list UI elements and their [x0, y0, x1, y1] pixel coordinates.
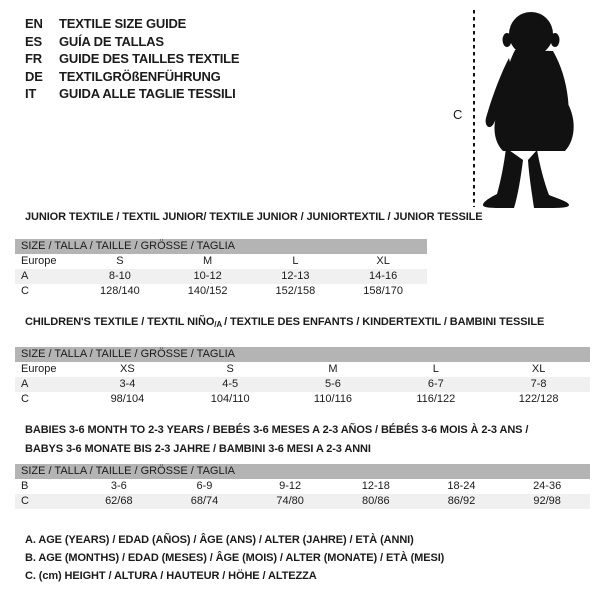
table-row	[15, 362, 590, 377]
children-title-pre: CHILDREN'S TEXTILE / TEXTIL NIÑO	[25, 316, 215, 328]
table-row	[15, 479, 590, 494]
table-cell: 10-12	[193, 270, 222, 282]
table-row	[15, 269, 427, 284]
footnote: A. AGE (YEARS) / EDAD (AÑOS) / ÂGE (ANS) / ALTER (JAHRE) / ETÀ (ANNI)	[25, 534, 414, 546]
footnote: B. AGE (MONTHS) / EDAD (MESES) / ÂGE (MOIS) / ALTER (MONATE) / ETÀ (MESI)	[25, 552, 445, 565]
table-cell: 152/158	[275, 285, 316, 297]
table-cell: 24-36	[533, 480, 562, 492]
language-row	[25, 33, 239, 51]
language-row	[25, 68, 239, 86]
table-cell: XL	[531, 363, 546, 375]
table-row	[15, 254, 427, 269]
children-size-table	[15, 362, 590, 407]
table-cell: L	[292, 255, 299, 267]
language-row	[25, 85, 239, 103]
height-figure	[445, 8, 597, 212]
table-cell: 128/140	[99, 285, 140, 297]
table-cell: 62/68	[105, 495, 133, 507]
table-cell: 116/122	[416, 393, 456, 405]
children-title-subscript: /A	[214, 320, 223, 329]
table-cell: S	[116, 255, 124, 267]
junior-size-table	[15, 254, 427, 299]
language-code: EN	[25, 16, 43, 32]
language-code: FR	[25, 51, 42, 67]
table-cell: 122/128	[518, 393, 559, 405]
language-title: GUIDE DES TAILLES TEXTILE	[59, 51, 240, 67]
row-label: A	[21, 270, 29, 282]
row-label: C	[21, 393, 29, 405]
language-title: TEXTILGRÖßENFÜHRUNG	[59, 68, 221, 84]
babies-title-line-2: BABYS 3-6 MONATE BIS 2-3 JAHRE / BAMBINI 3-6 MESI A 2-3 ANNI	[25, 442, 371, 455]
junior-size-header-bar: SIZE / TALLA / TAILLE / GRÖSSE / TAGLIA	[15, 239, 427, 254]
table-cell: 6-7	[427, 378, 444, 390]
row-label: B	[21, 480, 29, 492]
table-cell: 12-13	[281, 270, 310, 282]
table-cell: 8-10	[108, 270, 131, 282]
row-label: A	[21, 378, 29, 390]
babies-table-title	[25, 421, 528, 458]
table-cell: 18-24	[447, 480, 476, 492]
table-cell: 5-6	[325, 378, 341, 390]
table-cell: 140/152	[187, 285, 228, 297]
row-label: Europe	[21, 255, 57, 267]
table-cell: S	[226, 363, 234, 375]
children-title-post: / TEXTILE DES ENFANTS / KINDERTEXTIL / BAMBINI TESSILE	[224, 316, 545, 328]
language-code: IT	[25, 86, 37, 102]
row-label: Europe	[21, 363, 57, 375]
table-cell: 9-12	[279, 480, 302, 492]
language-list	[25, 15, 239, 103]
babies-size-table	[15, 479, 590, 509]
junior-table-title: JUNIOR TEXTILE / TEXTIL JUNIOR/ TEXTILE JUNIOR / JUNIORTEXTIL / JUNIOR TESSILE	[25, 211, 483, 223]
row-label: C	[21, 495, 29, 507]
table-cell: 3-4	[119, 378, 136, 390]
table-cell: 3-6	[110, 480, 127, 492]
babies-size-header-bar: SIZE / TALLA / TAILLE / GRÖSSE / TAGLIA	[15, 464, 590, 479]
table-row	[15, 494, 590, 509]
table-cell: 7-8	[530, 378, 547, 390]
table-cell: M	[203, 255, 213, 267]
language-title: TEXTILE SIZE GUIDE	[59, 16, 187, 32]
language-code: DE	[25, 68, 43, 84]
table-cell: 74/80	[276, 495, 304, 507]
language-title: GUÍA DE TALLAS	[59, 33, 164, 49]
language-row	[25, 50, 239, 68]
table-cell: 104/110	[210, 393, 250, 405]
table-cell: 6-9	[196, 480, 213, 492]
footnote: C. (cm) HEIGHT / ALTURA / HAUTEUR / HÖHE / ALTEZZA	[25, 570, 317, 583]
table-cell: 92/98	[533, 495, 561, 507]
table-cell: 110/116	[313, 393, 353, 405]
language-code: ES	[25, 33, 42, 49]
table-cell: 68/74	[190, 495, 219, 507]
table-cell: XS	[120, 363, 135, 375]
table-cell: 98/104	[110, 393, 145, 405]
table-cell: 158/170	[363, 285, 403, 297]
table-cell: 14-16	[369, 270, 398, 282]
footnote-legend	[25, 531, 444, 586]
height-measure-label: C	[453, 107, 463, 122]
table-row	[15, 392, 590, 407]
table-cell: 4-5	[222, 378, 239, 390]
table-cell: XL	[376, 255, 390, 267]
baby-silhouette-icon	[481, 8, 593, 208]
table-cell: L	[432, 363, 439, 375]
row-label: C	[21, 285, 29, 297]
table-row	[15, 377, 590, 392]
height-measure-dashed-line	[473, 10, 475, 207]
babies-title-line-1: BABIES 3-6 MONTH TO 2-3 YEARS / BEBÉS 3-6 MESES A 2-3 AÑOS / BÉBÉS 3-6 MOIS À 2-3 ANS /	[25, 424, 529, 436]
table-cell: 80/86	[362, 495, 390, 507]
children-size-header-bar: SIZE / TALLA / TAILLE / GRÖSSE / TAGLIA	[15, 347, 590, 362]
language-row	[25, 15, 239, 33]
table-row	[15, 284, 427, 299]
language-title: GUIDA ALLE TAGLIE TESSILI	[59, 86, 236, 102]
table-cell: 86/92	[447, 495, 476, 507]
table-cell: M	[328, 363, 338, 375]
table-cell: 12-18	[361, 480, 390, 492]
children-table-title	[25, 316, 544, 328]
